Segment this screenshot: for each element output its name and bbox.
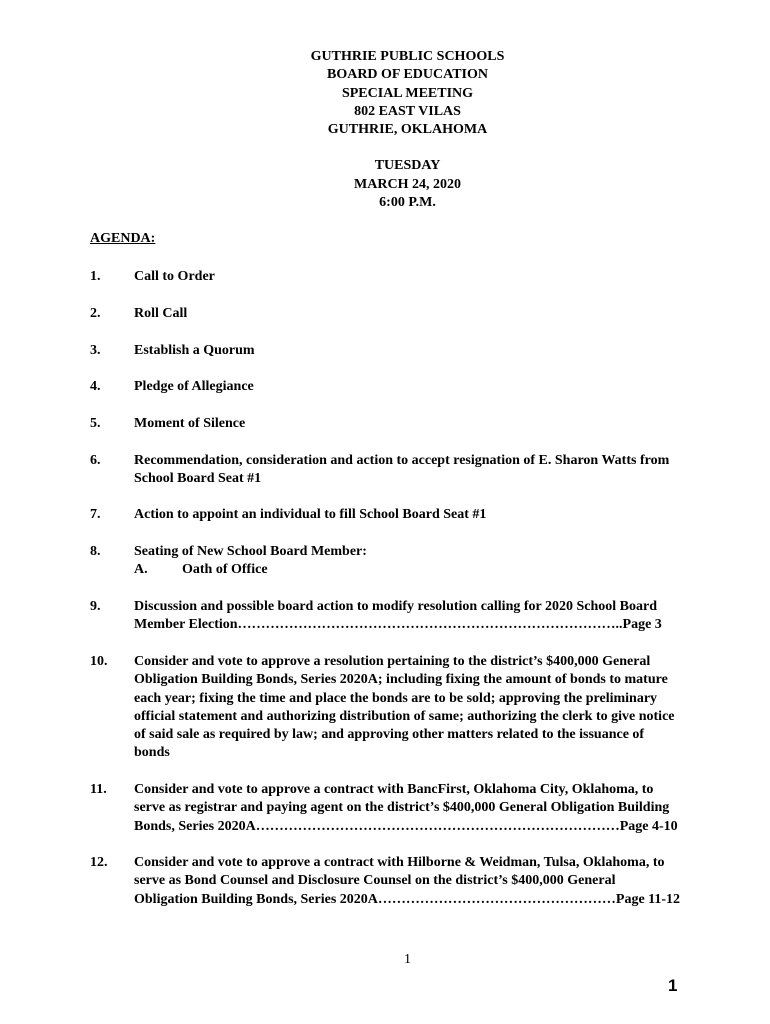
agenda-item-line: Recommendation, consideration and action to accept resignation of E. Sharon Watts from bbox=[134, 453, 670, 468]
agenda-item-line: Consider and vote to approve a contract with Hilborne & Weidman, Tulsa, Oklahoma, to bbox=[134, 855, 665, 870]
meeting-time: 6:00 P.M. bbox=[379, 195, 436, 211]
agenda-item-number: 1. bbox=[90, 269, 101, 284]
header-line: BOARD OF EDUCATION bbox=[326, 67, 488, 83]
agenda-item-text bbox=[134, 598, 724, 635]
agenda-item-text bbox=[134, 415, 724, 433]
subitem-text: Oath of Office bbox=[182, 562, 268, 578]
header-line: GUTHRIE, OKLAHOMA bbox=[327, 122, 488, 138]
agenda-item-line: Action to appoint an individual to fill School Board Seat #1 bbox=[134, 507, 487, 522]
page-number: 1 bbox=[404, 952, 411, 967]
meeting-day: TUESDAY bbox=[374, 158, 441, 174]
agenda-item-number: 5. bbox=[90, 416, 101, 431]
agenda-item-line: each year; fixing the time and place the bonds are to be sold; approving the preliminary bbox=[134, 690, 658, 706]
agenda-item-text bbox=[134, 378, 724, 396]
agenda-title: AGENDA: bbox=[90, 231, 156, 246]
agenda-item-number: 12. bbox=[90, 855, 108, 870]
agenda-item-text bbox=[134, 506, 724, 524]
agenda-item-line: Member Election………………………………………………………………………..Page 3 bbox=[134, 617, 662, 633]
agenda-item-number: 11. bbox=[90, 782, 107, 797]
agenda-item-line: Establish a Quorum bbox=[134, 343, 255, 358]
agenda-item-text bbox=[134, 781, 724, 836]
agenda-item-line: School Board Seat #1 bbox=[134, 471, 262, 487]
agenda-item-line: Bonds, Series 2020A……………………………………………………………………Page 4-10 bbox=[134, 818, 678, 834]
agenda-item-number: 4. bbox=[90, 379, 101, 394]
agenda-item-line: official statement and authorizing distribution of same; authorizing the clerk to give notice bbox=[134, 708, 675, 724]
agenda-item-text bbox=[134, 653, 724, 763]
agenda-item-number: 9. bbox=[90, 599, 101, 614]
agenda-item-text bbox=[134, 342, 724, 360]
agenda-item-text bbox=[134, 452, 724, 489]
agenda-item-number: 8. bbox=[90, 544, 101, 559]
agenda-item-line: Obligation Building Bonds, Series 2020A; including fixing the amount of bonds to mature bbox=[134, 672, 668, 688]
agenda-item-line: Consider and vote to approve a resolution pertaining to the district’s $400,000 General bbox=[134, 654, 651, 669]
agenda-item-line: Obligation Building Bonds, Series 2020A……………………………………………Page 11-12 bbox=[134, 891, 681, 907]
corner-page-number: 1 bbox=[668, 976, 678, 995]
agenda-item-number: 6. bbox=[90, 453, 101, 468]
agenda-item-line: Moment of Silence bbox=[134, 416, 246, 431]
agenda-item-line: bonds bbox=[134, 745, 170, 761]
agenda-item-number: 2. bbox=[90, 306, 101, 321]
agenda-item-text bbox=[134, 268, 724, 286]
header-line: SPECIAL MEETING bbox=[341, 85, 474, 101]
agenda-item-line: Consider and vote to approve a contract with BancFirst, Oklahoma City, Oklahoma, to bbox=[134, 782, 654, 797]
agenda-item-line: serve as Bond Counsel and Disclosure Counsel on the district’s $400,000 General bbox=[134, 873, 616, 889]
agenda-item-text bbox=[134, 854, 724, 909]
header-line: 802 EAST VILAS bbox=[354, 103, 461, 119]
agenda-item-line: Call to Order bbox=[134, 269, 215, 284]
agenda-item-line: Discussion and possible board action to modify resolution calling for 2020 School Board bbox=[134, 599, 657, 614]
agenda-item-text bbox=[134, 543, 724, 580]
header-line: GUTHRIE PUBLIC SCHOOLS bbox=[310, 49, 505, 64]
agenda-item-line: serve as registrar and paying agent on the district’s $400,000 General Obligation Building bbox=[134, 800, 670, 816]
agenda-item-text bbox=[134, 305, 724, 323]
agenda-item-number: 7. bbox=[90, 507, 101, 522]
agenda-item-line: Roll Call bbox=[134, 306, 188, 321]
agenda-item-line: Seating of New School Board Member: bbox=[134, 544, 367, 559]
subitem-letter: A. bbox=[134, 562, 148, 578]
agenda-item-number: 10. bbox=[90, 654, 108, 669]
agenda-item-number: 3. bbox=[90, 343, 101, 358]
agenda-item-line: Pledge of Allegiance bbox=[134, 379, 254, 394]
meeting-date: MARCH 24, 2020 bbox=[354, 176, 461, 192]
agenda-item-line: of said sale as required by law; and approving other matters related to the issuance of bbox=[134, 727, 645, 743]
meeting-header bbox=[0, 48, 770, 212]
agenda-subitem bbox=[134, 561, 724, 579]
